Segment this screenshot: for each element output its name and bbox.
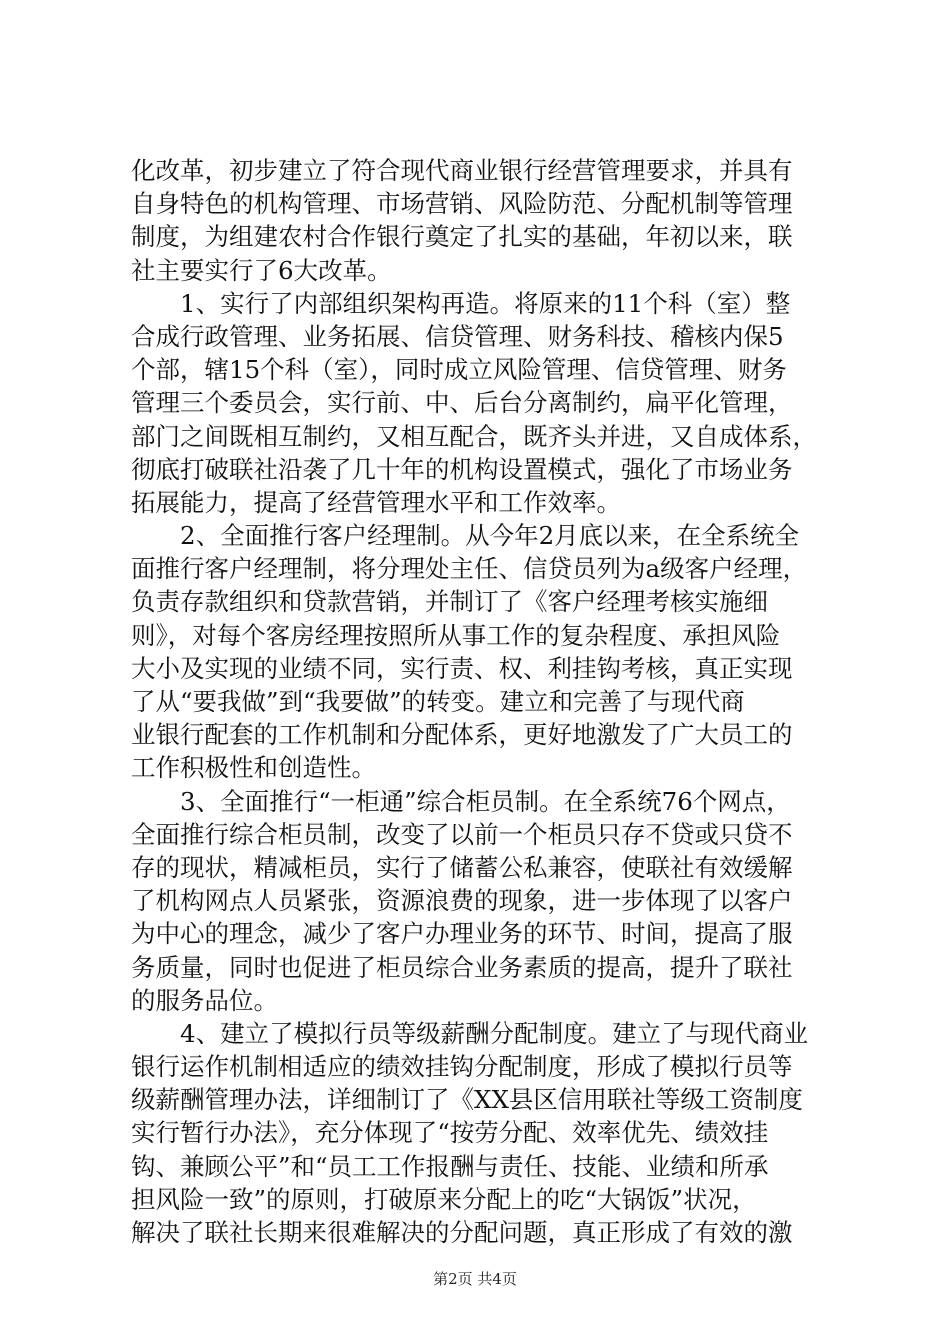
body-line: 存的现状，精减柜员，实行了储蓄公私兼容，使联社有效缓解	[131, 852, 793, 882]
body-line: 担风险一致”的原则，打破原来分配上的吃“大锅饭”状况，	[131, 1184, 757, 1214]
body-line: 1、实行了内部组织架构再造。将原来的11个科（室）整	[131, 288, 791, 318]
body-line: 业银行配套的工作机制和分配体系，更好地激发了广大员工的	[131, 720, 793, 750]
body-line: 4、建立了模拟行员等级薪酬分配制度。建立了与现代商业	[131, 1018, 809, 1048]
body-line: 工作积极性和创造性。	[131, 753, 376, 783]
body-line: 化改革，初步建立了符合现代商业银行经营管理要求，并具有	[131, 156, 793, 185]
body-line: 务质量，同时也促进了柜员综合业务素质的提高，提升了联社	[131, 952, 793, 982]
body-line: 面推行客户经理制，将分理处主任、信贷员列为a级客户经理，	[131, 554, 808, 584]
document-body	[131, 154, 831, 1249]
body-line: 为中心的理念，减少了客户办理业务的环节、时间，提高了服	[131, 919, 793, 949]
body-line: 管理三个委员会，实行前、中、后台分离制约，扁平化管理，	[131, 388, 793, 418]
body-line: 则》，对每个客房经理按照所从事工作的复杂程度、承担风险	[131, 620, 781, 650]
body-line: 合成行政管理、业务拓展、信贷管理、财务科技、稽核内保5	[131, 321, 784, 351]
body-line: 制度，为组建农村合作银行奠定了扎实的基础，年初以来，联	[131, 222, 793, 252]
body-line: 负责存款组织和贷款营销，并制订了《客户经理考核实施细	[131, 587, 768, 617]
body-line: 个部，辖15个科（室），同时成立风险管理、信贷管理、财务	[131, 355, 787, 385]
body-line: 拓展能力，提高了经营管理水平和工作效率。	[131, 487, 621, 517]
body-line: 社主要实行了6大改革。	[131, 255, 392, 285]
body-line: 部门之间既相互制约，又相互配合，既齐头并进，又自成体系，	[131, 421, 817, 451]
body-line: 全面推行综合柜员制，改变了以前一个柜员只存不贷或只贷不	[131, 819, 793, 849]
body-line: 银行运作机制相适应的绩效挂钩分配制度，形成了模拟行员等	[131, 1052, 793, 1082]
body-line: 彻底打破联社沿袭了几十年的机构设置模式，强化了市场业务	[131, 454, 793, 484]
body-line: 2、全面推行客户经理制。从今年2月底以来，在全系统全	[131, 521, 800, 551]
body-line: 大小及实现的业绩不同，实行责、权、利挂钩考核，真正实现	[131, 653, 793, 683]
page-footer: 第2页 共4页	[433, 1270, 517, 1288]
body-line: 解决了联社长期来很难解决的分配问题，真正形成了有效的激	[131, 1218, 793, 1247]
body-line: 3、全面推行“一柜通”综合柜员制。在全系统76个网点，	[131, 786, 791, 816]
body-line: 级薪酬管理办法，详细制订了《XX县区信用联社等级工资制度	[131, 1085, 803, 1115]
body-line: 钩、兼顾公平”和“员工工作报酬与责任、技能、业绩和所承	[131, 1151, 769, 1181]
body-line: 的服务品位。	[131, 985, 278, 1015]
body-line: 了机构网点人员紧张，资源浪费的现象，进一步体现了以客户	[131, 886, 793, 916]
body-line: 了从“要我做”到“我要做”的转变。建立和完善了与现代商	[131, 687, 745, 716]
body-line: 实行暂行办法》，充分体现了“按劳分配、效率优先、绩效挂	[131, 1118, 769, 1148]
body-line: 自身特色的机构管理、市场营销、风险防范、分配机制等管理	[131, 189, 793, 219]
